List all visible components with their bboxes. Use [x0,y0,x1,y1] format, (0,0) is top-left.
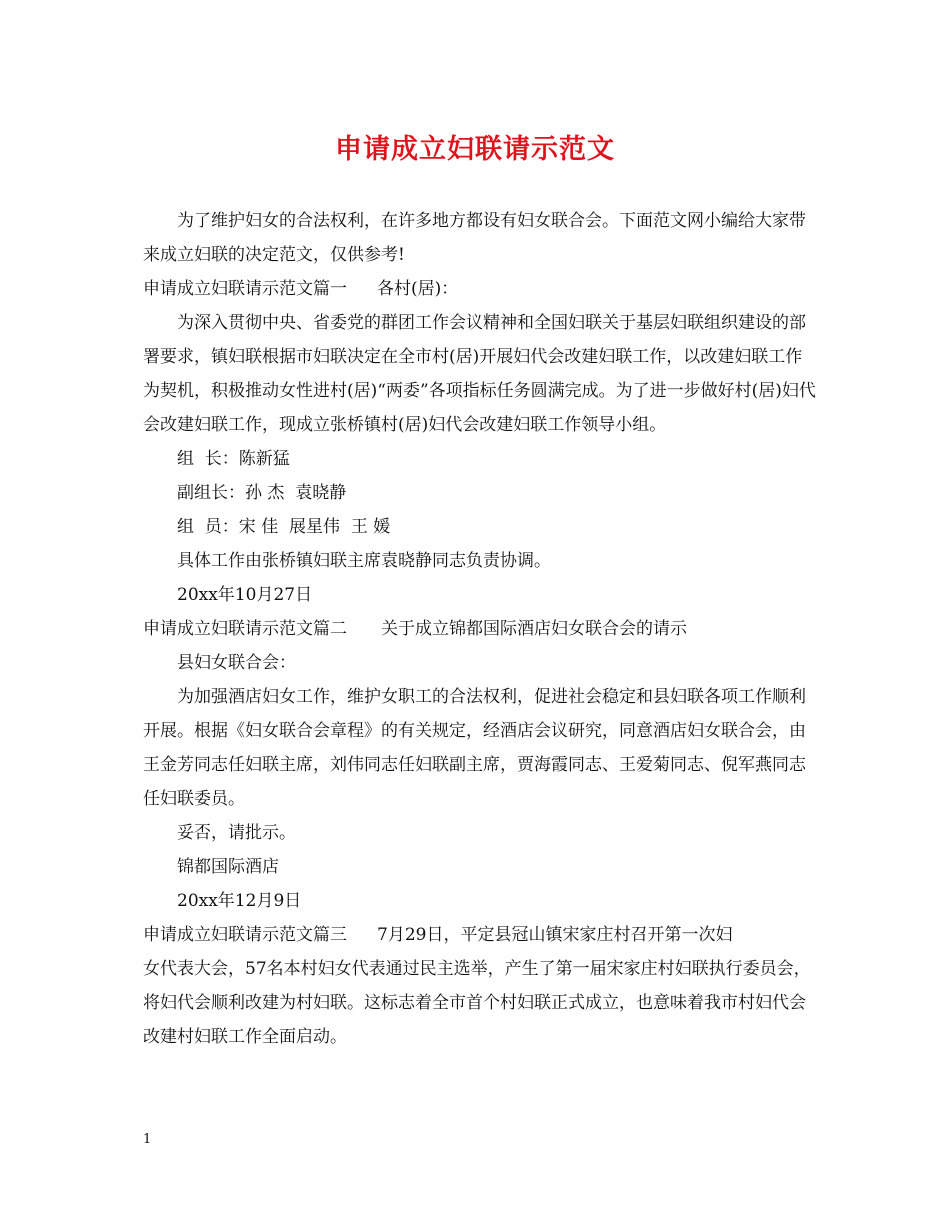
heading-gap [347,612,381,646]
document-title: 申请成立妇联请示范文 [335,134,615,165]
section3-body-first: 7月29日，平定县冠山镇宋家庄村召开第一次妇 [377,925,733,945]
section1-body: 为深入贯彻中央、省委党的群团工作会议精神和全国妇联关于基层妇联组织建设的部署要求，镇妇联根据市妇联决定在全市村(居)开展妇代会改建妇联工作，以改建妇联工作为契机，积极推动女性进村(居)“两委”各项指标任务圆满完成。为了进一步做好村(居)妇代会改建妇联工作，现成立张桥镇村(居)妇代会改建妇联工作领导小组。 [143,313,816,435]
section2-heading: 申请成立妇联请示范文篇二 [143,619,347,639]
page-number: 1 [143,1132,152,1147]
section3-heading: 申请成立妇联请示范文篇三 [143,925,347,945]
section2-body: 为加强酒店妇女工作，维护女职工的合法权利，促进社会稳定和县妇联各项工作顺利开展。根据《妇女联合会章程》的有关规定，经酒店会议研究，同意酒店妇女联合会，由王金芳同志任妇联主席，刘伟同志任妇联副主席，贾海霞同志、王爱菊同志、倪军燕同志任妇联委员。 [143,687,806,809]
heading-gap [347,272,377,306]
heading-gap [347,918,377,952]
section1-recipient: 各村(居)： [377,279,459,299]
section2-signature: 锦都国际酒店 [177,857,279,877]
section3-body-rest: 女代表大会，57名本村妇女代表通过民主选举，产生了第一届宋家庄村妇联执行委员会，将妇代会顺利改建为村妇联。这标志着全市首个村妇联正式成立，也意味着我市村妇代会改建村妇联工作全面启动。 [143,959,811,1047]
intro-paragraph: 为了维护妇女的合法权利，在许多地方都设有妇女联合会。下面范文网小编给大家带来成立妇联的决定范文，仅供参考! [143,211,806,265]
section1-members: 组 员：宋 佳 展星伟 王 媛 [177,517,391,537]
section1-coordinator: 具体工作由张桥镇妇联主席袁晓静同志负责协调。 [177,551,551,571]
section1-heading: 申请成立妇联请示范文篇一 [143,279,347,299]
section1-heading-line [143,272,818,306]
section2-recipient: 县妇女联合会： [177,653,296,673]
section2-request: 妥否，请批示。 [177,823,296,843]
section3-heading-line [143,918,818,952]
section1-leader: 组 长：陈新猛 [177,449,290,469]
section1-date: 20xx年10月27日 [177,585,313,605]
section2-heading-line [143,612,818,646]
section1-deputy: 副组长：孙 杰 袁晓静 [177,483,347,503]
section2-date: 20xx年12月9日 [177,891,302,911]
document-body [143,204,818,1054]
section2-subject: 关于成立锦都国际酒店妇女联合会的请示 [381,619,687,639]
